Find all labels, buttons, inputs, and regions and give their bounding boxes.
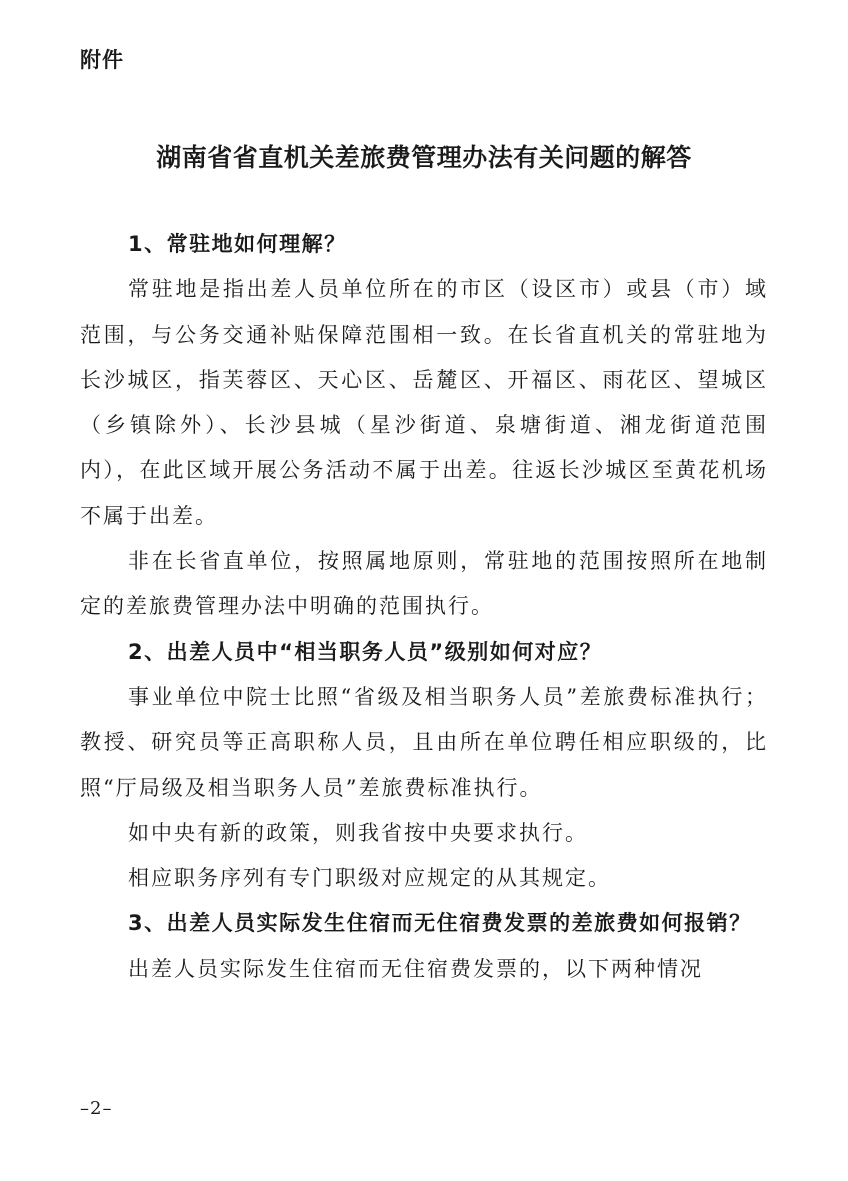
body-paragraph: 事业单位中院士比照“省级及相当职务人员”差旅费标准执行；教授、研究员等正高职称人员，且由所在单位聘任相应职级的，比照“厅局级及相当职务人员”差旅费标准执行。: [80, 684, 768, 800]
body-paragraph: 出差人员实际发生住宿而无住宿费发票的，以下两种情况: [128, 956, 703, 981]
attachment-label: 附件: [80, 48, 124, 72]
body-paragraph: 相应职务序列有专门职级对应规定的从其规定。: [128, 866, 611, 891]
document-body: [80, 222, 768, 992]
body-paragraph: 如中央有新的政策，则我省按中央要求执行。: [128, 820, 588, 845]
document-title: 湖南省省直机关差旅费管理办法有关问题的解答: [156, 143, 692, 172]
body-paragraph: 非在长省直单位，按照属地原则，常驻地的范围按照所在地制定的差旅费管理办法中明确的范围执行。: [80, 549, 768, 619]
question-heading-2: 2、出差人员中“相当职务人员”级别如何对应？: [128, 639, 603, 664]
question-heading-3: 3、出差人员实际发生住宿而无住宿费发票的差旅费如何报销？: [128, 911, 752, 936]
body-paragraph: 常驻地是指出差人员单位所在的市区（设区市）或县（市）域范围，与公务交通补贴保障范围相一致。在长省直机关的常驻地为长沙城区，指芙蓉区、天心区、岳麓区、开福区、雨花区、望城区（乡镇除外）、长沙县城（星沙街道、泉塘街道、湘龙街道范围内），在此区域开展公务活动不属于出差。往返长沙城区至黄花机场不属于出差。: [80, 277, 768, 528]
question-heading-1: 1、常驻地如何理解？: [128, 232, 347, 256]
page-number: –2–: [80, 1098, 113, 1119]
